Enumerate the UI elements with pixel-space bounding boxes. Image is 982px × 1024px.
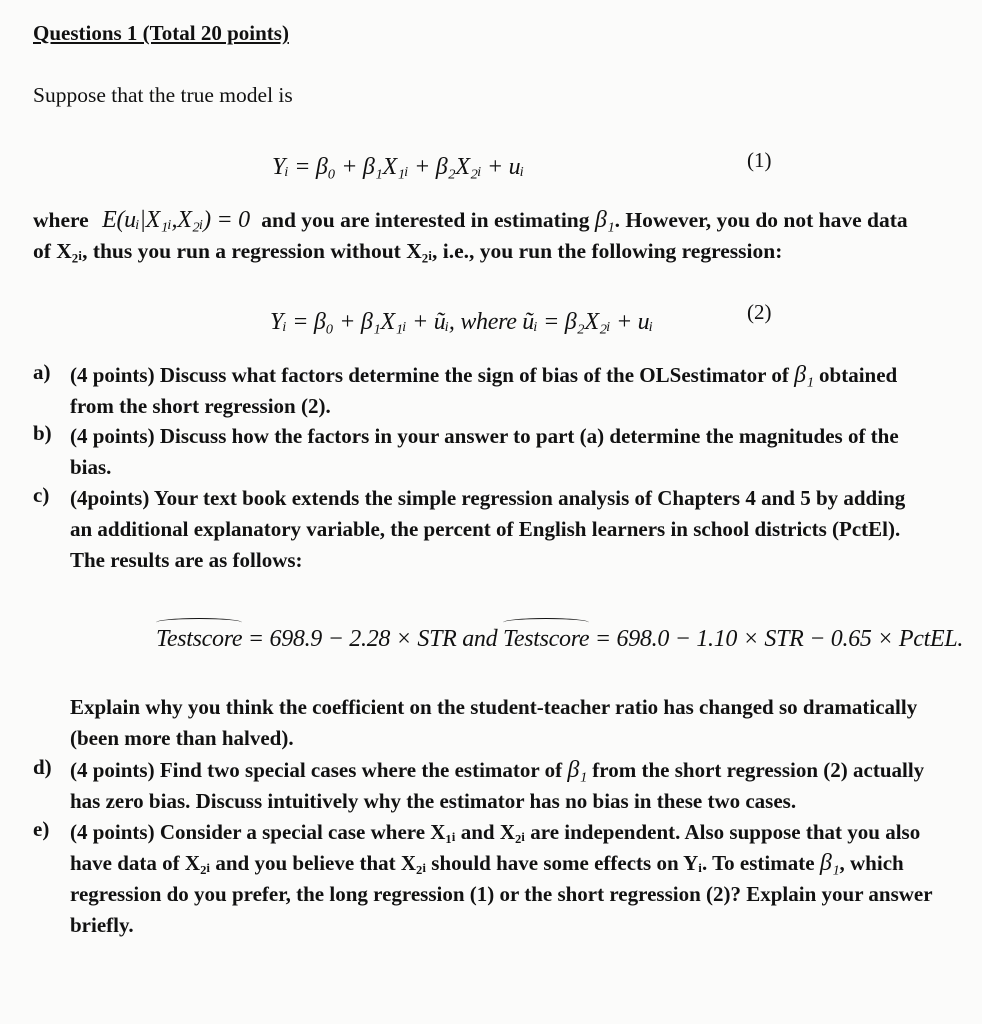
item-e-line-4: briefly. [70, 913, 134, 937]
item-e-label: e) [33, 817, 50, 841]
item-d-line-2: has zero bias. Discuss intuitively why the estimator has no bias in these two cases. [70, 789, 797, 813]
testscore-hat-1: Testscore [156, 626, 243, 652]
item-e-line-1: (4 points) Consider a special case where X₁ᵢ and X₂ᵢ are independent. Also suppose that you also [70, 820, 921, 844]
beta1-symbol: β₁ [594, 207, 615, 233]
equation-2-number: (2) [747, 300, 772, 324]
eq3-regression-2: = 698.0 − 1.10 × STR − 0.65 × PctEL. [594, 626, 964, 652]
beta1-symbol: β₁ [567, 757, 588, 783]
item-c-line-4: Explain why you think the coefficient on the student-teacher ratio has changed so dramatically [70, 695, 918, 719]
item-d-label: d) [33, 755, 52, 779]
item-b-line-2: bias. [70, 455, 112, 479]
where-rest: and you are interested in estimating [261, 208, 590, 232]
eq3-regression-1: = 698.9 − 2.28 × STR and [247, 626, 498, 652]
item-b-label: b) [33, 421, 52, 445]
regression-intro-line: of X₂ᵢ, thus you run a regression without X₂ᵢ, i.e., you run the following regression: [33, 239, 783, 263]
item-c-line-3: The results are as follows: [70, 548, 303, 572]
item-a-line-2: from the short regression (2). [70, 394, 331, 418]
item-e-text: have data of X₂ᵢ and you believe that X₂ᵢ should have some effects on Yᵢ. To estimate [70, 851, 815, 875]
item-c-line-2: an additional explanatory variable, the percent of English learners in school districts (PctEl). [70, 517, 901, 541]
item-a-label: a) [33, 360, 51, 384]
item-c-label: c) [33, 483, 50, 507]
item-e-line-2 [70, 848, 904, 879]
item-c-line-5: (been more than halved). [70, 726, 294, 750]
question-heading: Questions 1 (Total 20 points) [33, 21, 289, 45]
item-a-text: (4 points) Discuss what factors determine the sign of bias of the OLSestimator of [70, 363, 789, 387]
beta1-symbol: β₁ [794, 362, 814, 388]
item-d-line-1 [70, 755, 924, 786]
testscore-hat-2: Testscore [503, 626, 590, 652]
equation-1: Yᵢ = β₀ + β₁X₁ᵢ + β₂X₂ᵢ + uᵢ [272, 154, 524, 180]
where-line [33, 205, 908, 235]
item-a-text-end: obtained [819, 363, 898, 387]
item-e-line-3: regression do you prefer, the long regression (1) or the short regression (2)? Explain your answer [70, 882, 933, 906]
item-b-line-1: (4 points) Discuss how the factors in your answer to part (a) determine the magnitudes of the [70, 424, 899, 448]
equation-2: Yᵢ = β₀ + β₁X₁ᵢ + ũᵢ, where ũᵢ = β₂X₂ᵢ + uᵢ [270, 309, 653, 335]
item-d-text-end: from the short regression (2) actually [592, 758, 925, 782]
equation-1-number: (1) [747, 148, 772, 172]
item-d-text: (4 points) Find two special cases where the estimator of [70, 758, 563, 782]
intro-text: Suppose that the true model is [33, 83, 293, 107]
item-e-text-end: , which [839, 851, 904, 875]
item-c-line-1: (4points) Your text book extends the simple regression analysis of Chapters 4 and 5 by adding [70, 486, 906, 510]
conditional-mean-condition: E(uᵢ|X₁ᵢ,X₂ᵢ) = 0 [102, 207, 250, 233]
item-a-line-1 [70, 360, 897, 391]
where-tail: . However, you do not have data [614, 208, 908, 232]
equation-3 [156, 624, 963, 654]
beta1-symbol: β₁ [819, 850, 840, 876]
where-word: where [33, 208, 89, 232]
